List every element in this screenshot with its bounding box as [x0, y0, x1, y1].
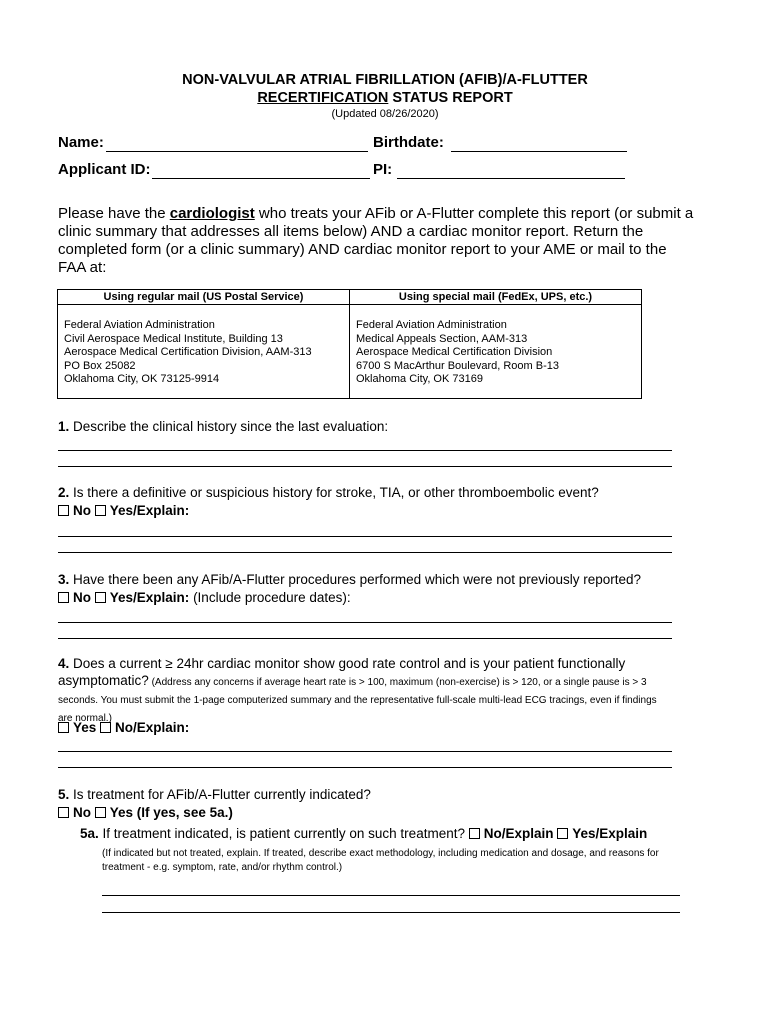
- question-2: [58, 484, 688, 501]
- special-mail-address: [350, 305, 642, 399]
- q4-no-label: No/Explain:: [115, 720, 190, 735]
- birthdate-field[interactable]: [451, 150, 627, 152]
- question-1: [58, 418, 688, 435]
- q1-text: Describe the clinical history since the last evaluation:: [69, 419, 389, 434]
- q1-number: 1.: [58, 419, 70, 434]
- q1-answer-line[interactable]: [58, 450, 672, 451]
- q1-answer-line[interactable]: [58, 466, 672, 467]
- q3-yes-checkbox[interactable]: [95, 592, 106, 603]
- q5a-text: If treatment indicated, is patient currently on such treatment?: [98, 826, 465, 841]
- special-address-line: Medical Appeals Section, AAM-313: [356, 332, 528, 345]
- q5a-no-checkbox[interactable]: [469, 828, 480, 839]
- instructions-cardiologist: cardiologist: [169, 205, 255, 222]
- q3-answer-line[interactable]: [58, 638, 672, 639]
- q5a-number: 5a.: [80, 826, 99, 841]
- q5-options: [58, 804, 688, 821]
- question-5: [58, 786, 688, 803]
- mailing-address-table: [57, 289, 642, 399]
- applicant-id-field[interactable]: [152, 177, 370, 179]
- regular-mail-address: [58, 305, 350, 399]
- special-mail-header: Using special mail (FedEx, UPS, etc.): [350, 290, 642, 305]
- q3-no-checkbox[interactable]: [58, 592, 69, 603]
- q4-yes-checkbox[interactable]: [58, 722, 69, 733]
- q5a-yes-label: Yes/Explain: [572, 826, 648, 841]
- q4-number: 4.: [58, 656, 70, 671]
- q5a-answer-line[interactable]: [102, 895, 680, 896]
- regular-address-line: PO Box 25082: [64, 359, 136, 372]
- q5a-instructions: (If indicated but not treated, explain. If treated, describe exact methodology, including medication and dosage, and reasons for treatment - e.g. symptom, rate, and/or rhythm control.): [102, 848, 659, 873]
- form-title-line2: [0, 90, 770, 106]
- q5a-no-label: No/Explain: [483, 826, 554, 841]
- title-recertification: RECERTIFICATION: [257, 90, 389, 106]
- q2-text: Is there a definitive or suspicious history for stroke, TIA, or other thromboembolic event?: [69, 485, 599, 500]
- regular-address-line: Oklahoma City, OK 73125-9914: [64, 373, 220, 385]
- instructions-paragraph: [58, 205, 698, 277]
- q2-answer-line[interactable]: [58, 536, 672, 537]
- q2-answer-line[interactable]: [58, 552, 672, 553]
- birthdate-label: Birthdate:: [373, 134, 444, 151]
- q2-no-checkbox[interactable]: [58, 505, 69, 516]
- title-status-report: STATUS REPORT: [388, 90, 513, 106]
- q3-note: (Include procedure dates):: [189, 590, 351, 605]
- instructions-part2: who treats your AFib or A-Flutter complete this report (or submit a clinic summary that addresses all items below) AND a cardiac monitor report. Return the completed form (or a clinic summary) AND cardiac monitor report to your AME or mail to the FAA at:: [58, 205, 694, 276]
- q5-number: 5.: [58, 787, 70, 802]
- question-4: [58, 655, 670, 726]
- q3-yes-label: Yes/Explain:: [109, 590, 190, 605]
- special-address-line: Oklahoma City, OK 73169: [356, 373, 483, 385]
- q2-yes-label: Yes/Explain:: [109, 503, 190, 518]
- question-5a: [80, 825, 700, 842]
- q4-instructions: (Address any concerns if average heart rate is > 100, maximum (non-exercise) is > 120, or a single pause is > 3 seconds. You must submit the 1-page computerized summary and the representative full-scale multi-lead ECG tracings, even if findings are normal.): [58, 677, 657, 724]
- q4-answer-line[interactable]: [58, 751, 672, 752]
- q3-answer-line[interactable]: [58, 622, 672, 623]
- q5a-yes-checkbox[interactable]: [557, 828, 568, 839]
- name-label: Name:: [58, 134, 104, 151]
- q5-no-checkbox[interactable]: [58, 807, 69, 818]
- q3-no-label: No: [73, 590, 91, 605]
- instructions-part1: Please have the: [58, 205, 170, 222]
- applicant-id-label: Applicant ID:: [58, 161, 151, 178]
- q2-no-label: No: [73, 503, 91, 518]
- q5-yes-label: Yes (If yes, see 5a.): [109, 805, 233, 820]
- special-address-line: Federal Aviation Administration: [356, 319, 507, 331]
- special-address-line: 6700 S MacArthur Boulevard, Room B-13: [356, 359, 559, 372]
- q5-yes-checkbox[interactable]: [95, 807, 106, 818]
- updated-date: (Updated 08/26/2020): [331, 108, 439, 120]
- q2-number: 2.: [58, 485, 70, 500]
- form-title-line1: NON-VALVULAR ATRIAL FIBRILLATION (AFIB)/A-FLUTTER: [182, 72, 588, 88]
- pi-label: PI:: [373, 161, 393, 178]
- q2-yes-checkbox[interactable]: [95, 505, 106, 516]
- q4-answer-line[interactable]: [58, 767, 672, 768]
- q3-options: [58, 589, 688, 606]
- q5a-answer-line[interactable]: [102, 912, 680, 913]
- q3-number: 3.: [58, 572, 70, 587]
- question-3: [58, 571, 688, 588]
- regular-mail-header: Using regular mail (US Postal Service): [58, 290, 350, 305]
- name-field[interactable]: [106, 150, 368, 152]
- pi-field[interactable]: [397, 177, 625, 179]
- q4-text: Does a current ≥ 24hr cardiac monitor show good rate control and is your patient functionally asymptomatic?: [58, 656, 626, 688]
- regular-address-line: Federal Aviation Administration: [64, 319, 215, 331]
- q4-options: [58, 719, 688, 736]
- q5-no-label: No: [73, 805, 91, 820]
- regular-address-line: Aerospace Medical Certification Division, AAM-313: [64, 346, 312, 358]
- regular-address-line: Civil Aerospace Medical Institute, Building 13: [64, 332, 283, 345]
- q4-yes-label: Yes: [73, 720, 97, 735]
- special-address-line: Aerospace Medical Certification Division: [356, 346, 553, 358]
- q4-no-checkbox[interactable]: [100, 722, 111, 733]
- q5-text: Is treatment for AFib/A-Flutter currently indicated?: [69, 787, 371, 802]
- q2-options: [58, 502, 688, 519]
- q3-text: Have there been any AFib/A-Flutter procedures performed which were not previously reported?: [69, 572, 642, 587]
